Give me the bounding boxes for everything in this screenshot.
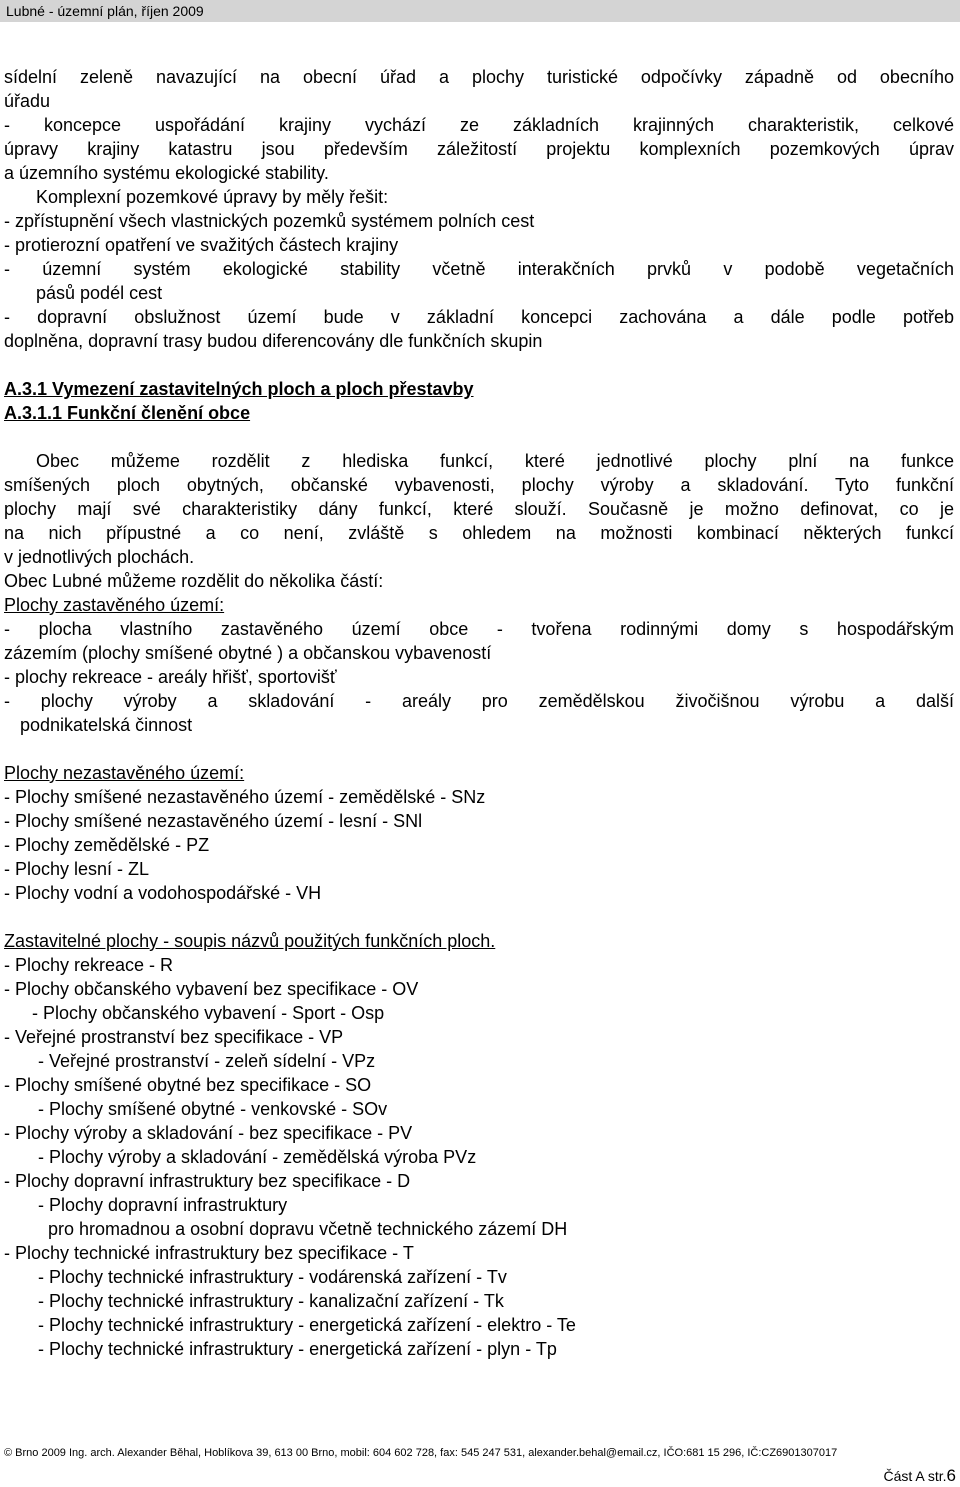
list-item-continuation: zázemím (plochy smíšené obytné ) a občanskou vybaveností bbox=[4, 643, 492, 663]
paragraph-line: na nich přípustné a co není, zvláště s ohledem na možnosti kombinací některých funkcí bbox=[4, 523, 954, 543]
list-item: - zpřístupnění všech vlastnických pozemků systémem polních cest bbox=[4, 211, 535, 231]
list-title: Zastavitelné plochy - soupis názvů použitých funkčních ploch. bbox=[4, 931, 496, 951]
text-line: úřadu bbox=[4, 91, 51, 111]
subsection-heading: A.3.1.1 Funkční členění obce bbox=[4, 403, 251, 423]
section-heading: A.3.1 Vymezení zastavitelných ploch a ploch přestavby bbox=[4, 379, 474, 399]
document-body bbox=[4, 65, 954, 1361]
list-item-continuation: pásů podél cest bbox=[36, 283, 163, 303]
list-subitem: - Plochy občanského vybavení - Sport - Osp bbox=[32, 1003, 385, 1023]
list-subitem: - Plochy technické infrastruktury - vodárenská zařízení - Tv bbox=[38, 1267, 507, 1287]
list-title: Plochy zastavěného území: bbox=[4, 595, 225, 615]
list-item: - Plochy technické infrastruktury bez specifikace - T bbox=[4, 1243, 414, 1263]
list-title: Plochy nezastavěného území: bbox=[4, 763, 245, 783]
list-item-continuation: doplněna, dopravní trasy budou diferencovány dle funkčních skupin bbox=[4, 331, 543, 351]
list-item: - Plochy výroby a skladování - bez specifikace - PV bbox=[4, 1123, 413, 1143]
text-line: sídelní zeleně navazující na obecní úřad a plochy turistické odpočívky západně od obecního bbox=[4, 67, 954, 87]
list-item: - Plochy lesní - ZL bbox=[4, 859, 150, 879]
list-item: - Plochy smíšené obytné bez specifikace - SO bbox=[4, 1075, 372, 1095]
page-footer: © Brno 2009 Ing. arch. Alexander Běhal, Hoblíkova 39, 613 00 Brno, mobil: 604 602 728, fax: 545 247 531, alexander.behal@email.cz, IČO:681 15 296, IČ:CZ6901307017 bbox=[4, 1447, 838, 1459]
paragraph-line: v jednotlivých plochách. bbox=[4, 547, 195, 567]
list-subitem: - Veřejné prostranství - zeleň sídelní - VPz bbox=[38, 1051, 376, 1071]
text-line: Komplexní pozemkové úpravy by měly řešit: bbox=[36, 187, 389, 207]
list-subitem: - Plochy smíšené obytné - venkovské - SOv bbox=[38, 1099, 388, 1119]
list-item: - plocha vlastního zastavěného území obce - tvořena rodinnými domy s hospodářským bbox=[4, 619, 954, 639]
list-item: - Plochy zemědělské - PZ bbox=[4, 835, 210, 855]
list-item: - Plochy občanského vybavení bez specifikace - OV bbox=[4, 979, 419, 999]
list-item-continuation: podnikatelská činnost bbox=[20, 715, 193, 735]
paragraph-line: smíšených ploch obytných, občanské vybavenosti, plochy výroby a skladování. Tyto funkční bbox=[4, 475, 954, 495]
list-subitem: - Plochy technické infrastruktury - kanalizační zařízení - Tk bbox=[38, 1291, 504, 1311]
paragraph-line: Obec Lubné můžeme rozdělit do několika částí: bbox=[4, 571, 384, 591]
list-item: - plochy výroby a skladování - areály pro zemědělskou živočišnou výrobu a další bbox=[4, 691, 954, 711]
text-line: a územního systému ekologické stability. bbox=[4, 163, 329, 183]
list-item: - územní systém ekologické stability včetně interakčních prvků v podobě vegetačních bbox=[4, 259, 954, 279]
list-subitem: - Plochy technické infrastruktury - energetická zařízení - elektro - Te bbox=[38, 1315, 576, 1335]
list-item: - Plochy dopravní infrastruktury bez specifikace - D bbox=[4, 1171, 411, 1191]
list-item: - Veřejné prostranství bez specifikace - VP bbox=[4, 1027, 344, 1047]
list-item: - Plochy smíšené nezastavěného území - zemědělské - SNz bbox=[4, 787, 486, 807]
list-item: - Plochy vodní a vodohospodářské - VH bbox=[4, 883, 322, 903]
text-line: úpravy krajiny katastru jsou především záležitostí projektu komplexních pozemkových úprav bbox=[4, 139, 954, 159]
list-item: - protierozní opatření ve svažitých částech krajiny bbox=[4, 235, 399, 255]
list-item: - Plochy smíšené nezastavěného území - lesní - SNl bbox=[4, 811, 423, 831]
paragraph-line: Obec můžeme rozdělit z hlediska funkcí, které jednotlivé plochy plní na funkce bbox=[36, 451, 954, 471]
list-subitem-continuation: pro hromadnou a osobní dopravu včetně technického zázemí DH bbox=[48, 1219, 568, 1239]
list-item: - plochy rekreace - areály hřišť, sportovišť bbox=[4, 667, 337, 687]
page-number-block bbox=[884, 1468, 957, 1484]
list-item: - Plochy rekreace - R bbox=[4, 955, 174, 975]
text-line: - koncepce uspořádání krajiny vychází ze základních krajinných charakteristik, celkové bbox=[4, 115, 954, 135]
page-label: Část A str. bbox=[883, 1468, 947, 1484]
list-subitem: - Plochy výroby a skladování - zemědělská výroba PVz bbox=[38, 1147, 477, 1167]
paragraph-line: plochy mají své charakteristiky dány funkcí, které slouží. Současně je možno definovat, co je bbox=[4, 499, 954, 519]
list-subitem: - Plochy dopravní infrastruktury bbox=[38, 1195, 288, 1215]
page-number: 6 bbox=[946, 1466, 956, 1485]
running-header: Lubné - územní plán, říjen 2009 bbox=[0, 0, 960, 22]
list-item: - dopravní obslužnost území bude v základní koncepci zachována a dále podle potřeb bbox=[4, 307, 954, 327]
list-subitem: - Plochy technické infrastruktury - energetická zařízení - plyn - Tp bbox=[38, 1339, 557, 1359]
